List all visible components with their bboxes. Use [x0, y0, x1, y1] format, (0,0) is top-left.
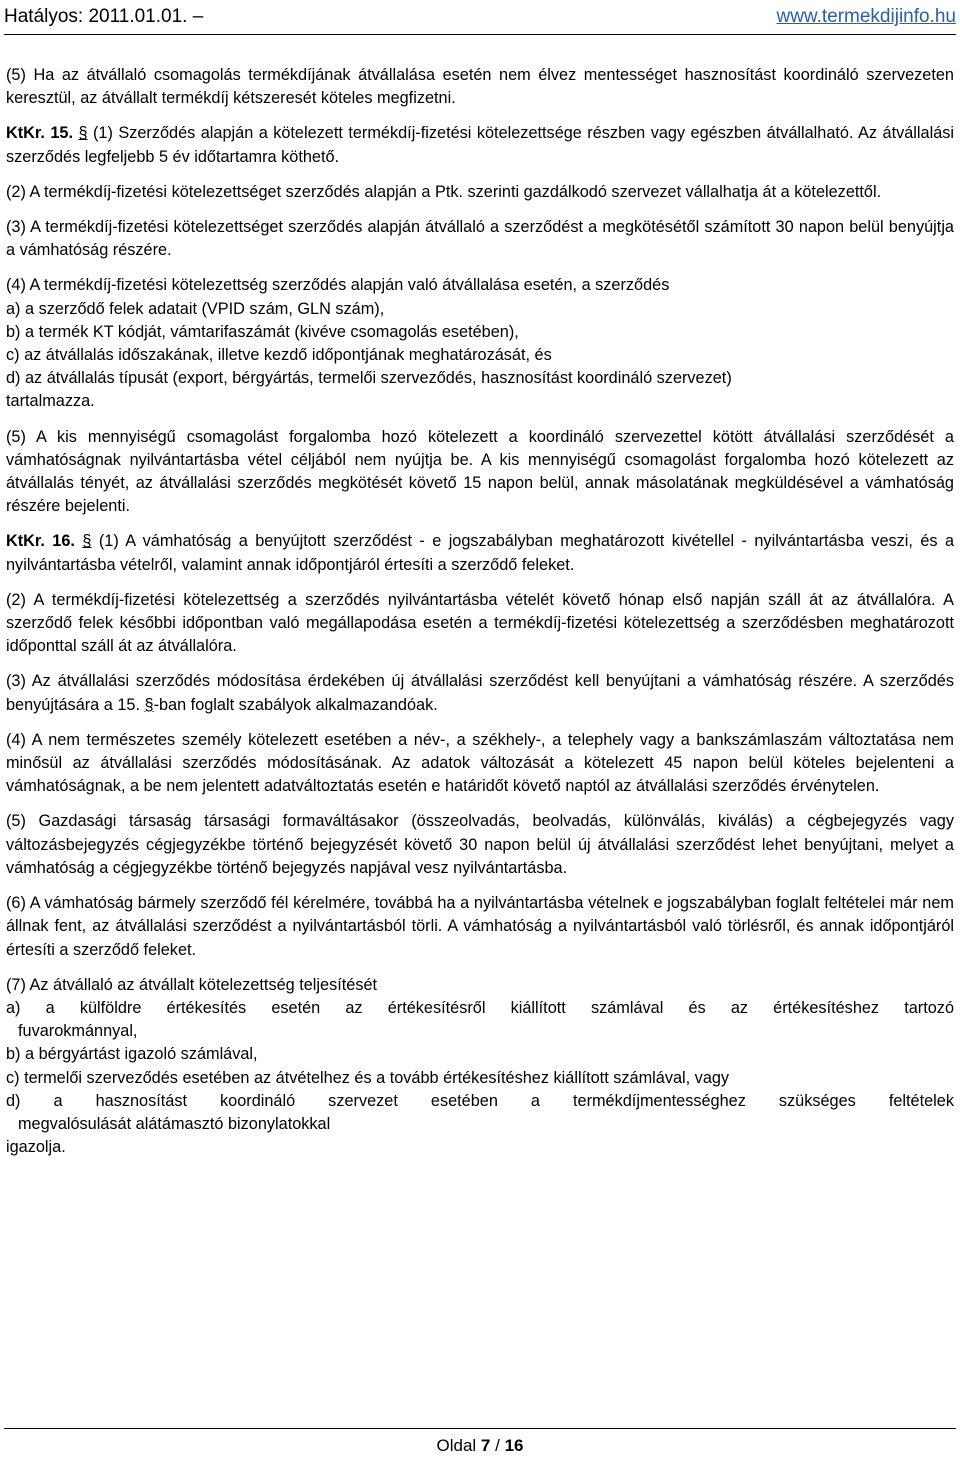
section-label: KtKr. 15.: [6, 124, 73, 143]
paragraph-text: (3) Az átvállalási szerződés módosítása érdekében új átvállalási szerződést kell benyújtani a vámhatóság részére. A szerződés benyújtására a 15.: [6, 672, 954, 714]
current-page: 7: [480, 1436, 491, 1455]
section-link[interactable]: §: [78, 124, 88, 143]
page-footer: [0, 1436, 960, 1456]
list-end: tartalmazza.: [6, 392, 95, 411]
paragraph-text: -ban foglalt szabályok alkalmazandóak.: [153, 695, 438, 714]
page-label: Oldal: [436, 1436, 477, 1455]
document-body: [6, 64, 954, 1171]
paragraph: (4) A nem természetes személy kötelezett esetében a név-, a székhely-, a telephely vagy a bankszámlaszám változtatása nem minősül az átvállalási szerződés módosításának. Az adatok változását a kötelezett 45 napon belül köteles bejelenteni a vámhatóságnak, a be nem jelentett adatváltoztatás esetén e határidőt követő naptól az átvállalási szerződés érvénytelen.: [6, 730, 954, 796]
list-item-continuation: fuvarokmánnyal,: [18, 1022, 138, 1041]
section-15-paragraph-1: [6, 122, 954, 168]
list-item: a) a külföldre értékesítés esetén az értékesítésről kiállított számlával és az értékesítéshez tartozó: [6, 998, 954, 1017]
list-item: b) a bérgyártást igazoló számlával,: [6, 1045, 258, 1064]
section-15-paragraph-4: [6, 274, 954, 413]
section-label: KtKr. 16.: [6, 532, 75, 551]
page-separator: /: [495, 1436, 500, 1455]
paragraph-text: (1) Szerződés alapján a kötelezett termékdíj-fizetési kötelezettsége részben vagy egészben átvállalható. Az átvállalási szerződés legfeljebb 5 év időtartamra köthető.: [6, 124, 955, 166]
paragraph: (2) A termékdíj-fizetési kötelezettséget szerződés alapján a Ptk. szerinti gazdálkodó szervezet vállalhatja át a kötelezettől.: [6, 182, 882, 201]
list-item: c) termelői szerveződés esetében az átvételhez és a tovább értékesítéshez kiállított számlával, vagy: [6, 1068, 730, 1087]
paragraph-text: (1) A vámhatóság a benyújtott szerződést - e jogszabályban meghatározott kivétellel - nyilvántartásba veszi, és a nyilvántartásba vételről, valamint annak időpontjáról értesíti a szerződő feleket.: [6, 532, 954, 574]
footer-divider: [4, 1428, 956, 1429]
section-link[interactable]: §: [82, 532, 92, 551]
list-end: igazolja.: [6, 1138, 66, 1157]
paragraph: (5) Ha az átvállaló csomagolás termékdíjának átvállalása esetén nem élvez mentességet hasznosítást koordináló szervezeten keresztül, az átvállalt termékdíj kétszeresét köteles megfizetni.: [6, 66, 954, 108]
paragraph: (3) A termékdíj-fizetési kötelezettséget szerződés alapján átvállaló a szerződést a megkötésétől számított 30 napon belül benyújtja a vámhatóság részére.: [6, 218, 954, 260]
page-header: [4, 2, 956, 35]
section-link[interactable]: §: [144, 695, 154, 714]
list-item: d) az átvállalás típusát (export, bérgyártás, termelői szerveződés, hasznosítást koordináló szervezet): [6, 369, 732, 388]
paragraph: (6) A vámhatóság bármely szerződő fél kérelmére, továbbá ha a nyilvántartásba vételnek e jogszabályban foglalt feltételei már nem állnak fent, az átvállalási szerződést a nyilvántartásból törli. A vámhatóság a nyilvántartásból való törlésről, és annak időpontjáról értesíti a szerződő feleket.: [6, 894, 954, 959]
list-item: b) a termék KT kódját, vámtarifaszámát (kivéve csomagolás esetében),: [6, 322, 519, 341]
paragraph: (2) A termékdíj-fizetési kötelezettség a szerződés nyilvántartásba vételét követő hónap első napján száll át az átvállalóra. A szerződő felek későbbi időpontban való megállapodása esetén a termékdíj-fizetési kötelezettség a szerződésben meghatározott időponttal száll át az átvállalóra.: [6, 590, 954, 656]
paragraph: (5) Gazdasági társaság társasági formaváltásakor (összeolvadás, beolvadás, különválás, kiválás) a cégbejegyzés vagy változásbejegyzés cégjegyzékbe történő bejegyzését követő 30 napon belül új átvállalási szerződést lehet benyújtani, melyet a vámhatóság a cégjegyzékbe történő bejegyzés napjával vesz nyilvántartásba.: [6, 812, 954, 877]
total-pages: 16: [504, 1436, 524, 1455]
effective-date: Hatályos: 2011.01.01. –: [4, 6, 204, 27]
list-intro: (4) A termékdíj-fizetési kötelezettség szerződés alapján való átvállalása esetén, a szerződés: [6, 276, 670, 295]
list-item: a) a szerződő felek adatait (VPID szám, GLN szám),: [6, 299, 385, 318]
section-16-paragraph-3: [6, 670, 954, 716]
section-16-paragraph-7: [6, 974, 954, 1160]
list-item: d) a hasznosítást koordináló szervezet esetében a termékdíjmentességhez szükséges feltételek: [6, 1091, 954, 1110]
paragraph: (5) A kis mennyiségű csomagolást forgalomba hozó kötelezett a koordináló szervezettel kötött átvállalási szerződését a vámhatóságnak nyilvántartásba vétel céljából nem nyújtja be. A kis mennyiségű csomagolást forgalomba hozó kötelezett az átvállalás tényét, az átvállalási szerződés megkötését követő 15 napon belül, annak másolatának megküldésével a vámhatóság részére bejelenti.: [6, 427, 954, 516]
section-16-paragraph-1: [6, 530, 954, 576]
website-link[interactable]: www.termekdijinfo.hu: [776, 6, 956, 27]
list-intro: (7) Az átvállaló az átvállalt kötelezettség teljesítését: [6, 975, 378, 994]
list-item: c) az átvállalás időszakának, illetve kezdő időpontjának meghatározását, és: [6, 346, 552, 365]
list-item-continuation: megvalósulását alátámasztó bizonylatokkal: [18, 1114, 331, 1133]
